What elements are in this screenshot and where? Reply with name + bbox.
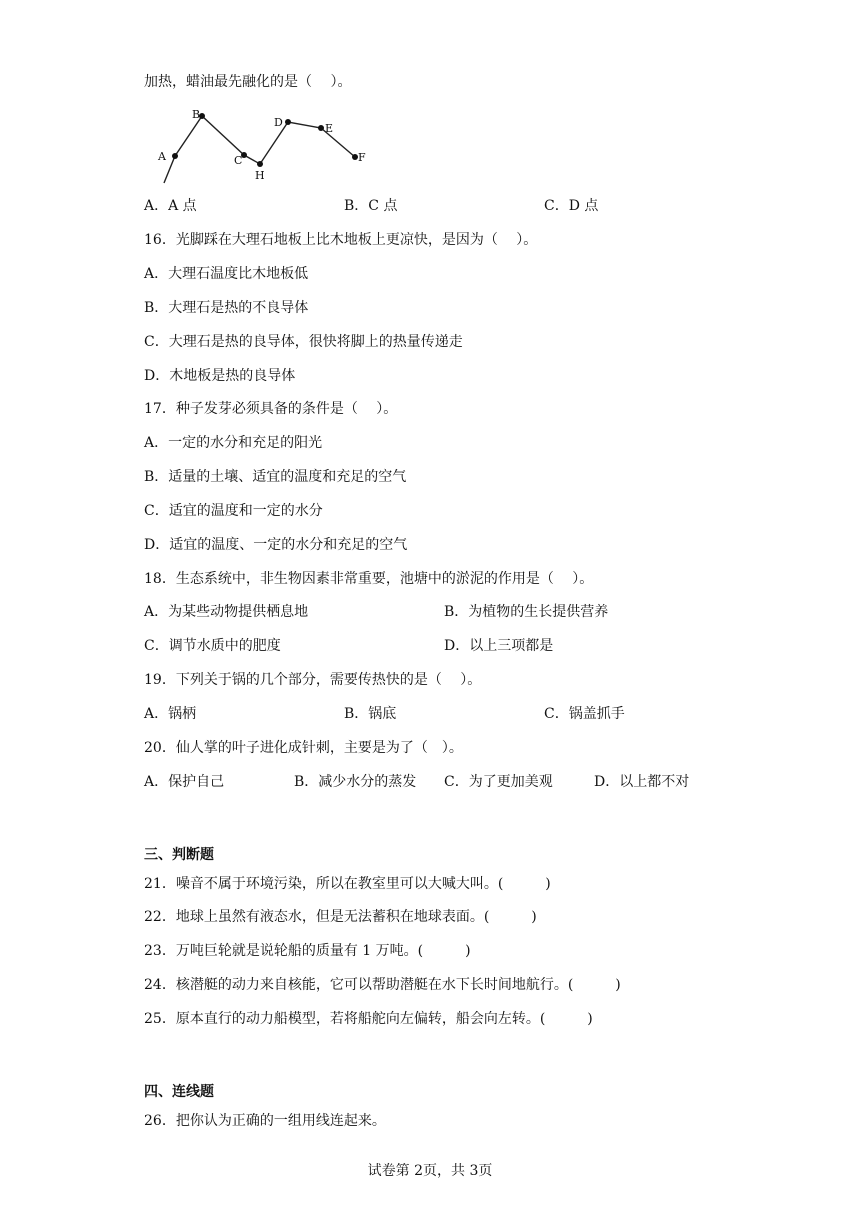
- q16-option-b: B．大理石是热的不良导体: [144, 300, 309, 316]
- q16-option-d: D．木地板是热的良导体: [144, 368, 296, 384]
- label-c: C: [234, 154, 243, 167]
- q15-stem: 加热，蜡油最先融化的是（ ）。: [144, 74, 352, 90]
- page-footer: 试卷第 2页，共 3页: [367, 1163, 493, 1179]
- q18-option-d: D．以上三项都是: [444, 638, 554, 654]
- section-3-title: 三、判断题: [144, 847, 214, 863]
- q20-option-a: A．保护自己: [144, 774, 225, 790]
- q17-option-d: D．适宜的温度、一定的水分和充足的空气: [144, 537, 408, 553]
- q19-option-c: C．锅盖抓手: [544, 706, 625, 722]
- q17-stem: 17．种子发芽必须具备的条件是（ ）。: [144, 401, 398, 417]
- q17-option-b: B．适量的土壤、适宜的温度和充足的空气: [144, 469, 407, 485]
- q20-option-d: D．以上都不对: [594, 774, 690, 790]
- q15-graph-figure: [150, 100, 380, 188]
- q15-option-b: B．C 点: [344, 198, 398, 214]
- q25-statement: 25．原本直行的动力船模型，若将船舵向左偏转，船会向左转。( ): [144, 1011, 593, 1027]
- q19-option-b: B．锅底: [344, 706, 397, 722]
- q20-option-b: B．减少水分的蒸发: [294, 774, 417, 790]
- label-b: B: [192, 108, 201, 121]
- q19-stem: 19．下列关于锅的几个部分，需要传热快的是（ ）。: [144, 672, 482, 688]
- q24-statement: 24．核潜艇的动力来自核能，它可以帮助潜艇在水下长时间地航行。( ): [144, 977, 621, 993]
- q23-statement: 23．万吨巨轮就是说轮船的质量有 1 万吨。( ): [144, 943, 471, 959]
- q20-option-c: C．为了更加美观: [444, 774, 553, 790]
- q16-stem: 16．光脚踩在大理石地板上比木地板上更凉快，是因为（ ）。: [144, 232, 538, 248]
- q19-option-a: A．锅柄: [144, 706, 197, 722]
- q17-option-c: C．适宜的温度和一定的水分: [144, 503, 323, 519]
- q15-option-c: C．D 点: [544, 198, 599, 214]
- label-f: F: [358, 151, 366, 164]
- q26-statement: 26．把你认为正确的一组用线连起来。: [144, 1113, 386, 1129]
- q18-option-b: B．为植物的生长提供营养: [444, 604, 609, 620]
- q18-option-a: A．为某些动物提供栖息地: [144, 604, 309, 620]
- label-a: A: [158, 150, 166, 163]
- label-e: E: [325, 122, 334, 135]
- label-h: H: [255, 169, 265, 182]
- q20-stem: 20．仙人掌的叶子进化成针刺，主要是为了（ ）。: [144, 740, 463, 756]
- q18-stem: 18．生态系统中，非生物因素非常重要，池塘中的淤泥的作用是（ ）。: [144, 571, 594, 587]
- label-d: D: [274, 116, 283, 129]
- q22-statement: 22．地球上虽然有液态水，但是无法蓄积在地球表面。( ): [144, 909, 537, 925]
- q16-option-a: A．大理石温度比木地板低: [144, 266, 309, 282]
- q16-option-c: C．大理石是热的良导体，很快将脚上的热量传递走: [144, 334, 463, 350]
- q17-option-a: A．一定的水分和充足的阳光: [144, 435, 323, 451]
- q15-option-a: A．A 点: [144, 198, 197, 214]
- q18-option-c: C．调节水质中的肥度: [144, 638, 281, 654]
- q21-statement: 21．噪音不属于环境污染，所以在教室里可以大喊大叫。( ): [144, 876, 551, 892]
- section-4-title: 四、连线题: [144, 1084, 214, 1100]
